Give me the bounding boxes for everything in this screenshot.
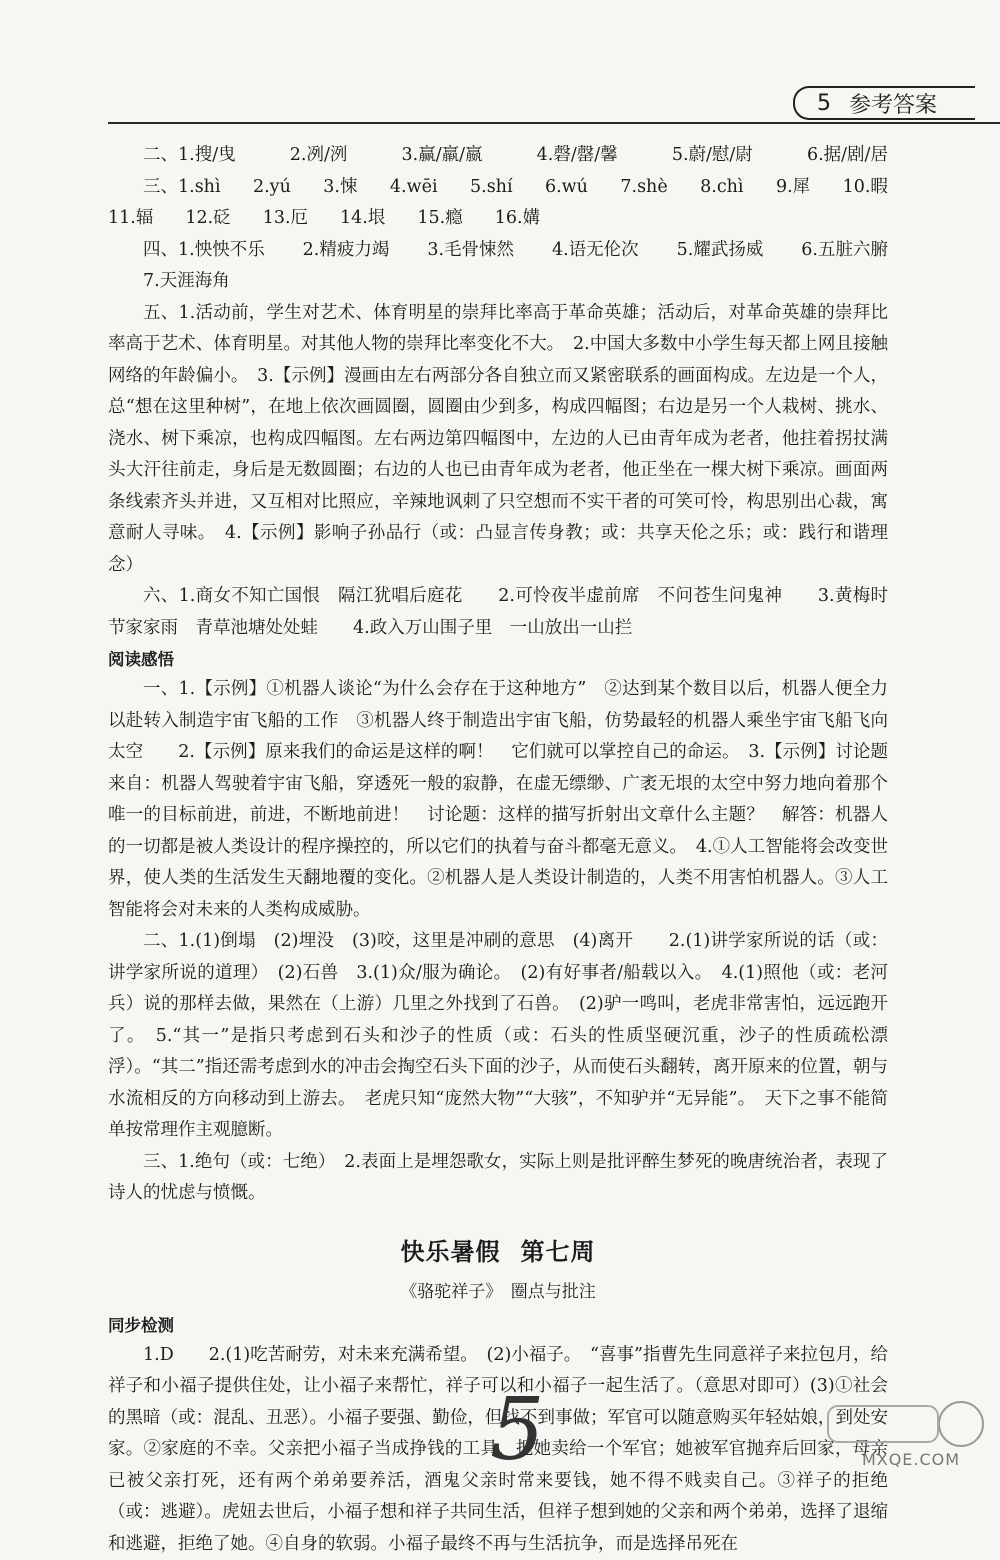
section2-item: 2.冽/洌 bbox=[290, 140, 348, 172]
section3-item: 14.垠 bbox=[340, 203, 385, 235]
section4-item: 5.耀武扬威 bbox=[677, 235, 764, 267]
section5-paragraph: 五、1.活动前，学生对艺术、体育明星的崇拜比率高于革命英雄；活动后，对革命英雄的崇拜比率高于艺术、体育明星。对其他人物的崇拜比率变化不大。 2.中国大多数中小学生每天都上网且接触网络的年龄偏小。 3.【示例】漫画由左右两部分各自独立而又紧密联系的画面构成。左边是一个人，总“想在这里种树”，在地上依次画圆圈，圆圈由少到多，构成四幅图；右边是另一个人栽树、挑水、浇水、树下乘凉，也构成四幅图。左右两边第四幅图中，左边的人已由青年成为老者，他拄着拐扙满头大汗往前走，身后是无数圆圈；右边的人也已由青年成为老者，他正坐在一棵大树下乘凉。画面两条线索齐头并进，又互相对比照应，辛辣地讽刺了只空想而不实干者的可笑可怜，构思别出心裁，寓意耐人寻味。 4.【示例】影响子孙品行（或：凸显言传身教；或：共享天伦之乐；或：践行和谐理念） bbox=[108, 298, 888, 582]
section2-item: 3.赢/羸/嬴 bbox=[402, 140, 483, 172]
reading3-paragraph: 三、1.绝句（或：七绝） 2.表面上是埋怨歌女，实际上则是批评醉生梦死的晚唐统治者，表现了诗人的忧虑与愤慨。 bbox=[108, 1147, 888, 1210]
watermark-logo bbox=[816, 1400, 996, 1470]
section-title: 参考答案 bbox=[849, 88, 937, 119]
reading-label: 阅读感悟 bbox=[108, 646, 888, 674]
section3-item: 2.yú bbox=[253, 172, 291, 204]
section4-item: 4.语无伦次 bbox=[552, 235, 639, 267]
section4-item: 四、1.怏怏不乐 bbox=[143, 235, 265, 267]
section3-row-2 bbox=[108, 203, 888, 235]
week-title bbox=[108, 1230, 888, 1274]
sync-paragraph: 1.D 2.(1)吃苦耐劳，对未来充满希望。 (2)小福子。 “喜事”指曹先生同意祥子来拉包月，给祥子和小福子提供住处，让小福子来帮忙，祥子可以和小福子一起生活了。（意思对即可）(3)①社会的黑暗（或：混乱、丑恶）。小福子要强、勤俭，但找不到事做；军官可以随意购买年轻姑娘，到处安家。②家庭的不幸。父亲把小福子当成挣钱的工具，把她卖给一个军官；她被军官抛弃后回家，母亲已被父亲打死，还有两个弟弟要养活，酒鬼父亲时常来要钱，她不得不贱卖自己。③祥子的拒绝（或：逃避）。虎妞去世后，小福子想和祥子共同生活，但祥子想到她的父亲和两个弟弟，选择了退缩和逃避，拒绝了她。④自身的软弱。小福子最终不再与生活抗争，而是选择吊死在 bbox=[108, 1340, 888, 1560]
section3-item: 4.wēi bbox=[390, 172, 438, 204]
section3-item: 13.厄 bbox=[263, 203, 308, 235]
section4-line-2: 7.天涯海角 bbox=[108, 266, 888, 298]
section-number: 5 bbox=[817, 91, 831, 116]
section3-item: 6.wú bbox=[545, 172, 588, 204]
section3-item: 12.砭 bbox=[185, 203, 230, 235]
section3-item: 5.shí bbox=[470, 172, 513, 204]
section2-item: 5.蔚/慰/尉 bbox=[672, 140, 753, 172]
section2-item: 6.据/剧/居 bbox=[807, 140, 888, 172]
section-header-tab bbox=[793, 86, 975, 120]
section4-item: 3.毛骨悚然 bbox=[427, 235, 514, 267]
lesson-title: 《骆驼祥子》 圈点与批注 bbox=[108, 1274, 888, 1310]
answer-content bbox=[108, 140, 888, 1560]
section3-row-1 bbox=[108, 172, 888, 204]
section6-paragraph: 六、1.商女不知亡国恨 隔江犹唱后庭花 2.可怜夜半虚前席 不问苍生问鬼神 3.黄梅时节家家雨 青草池塘处处蛙 4.政入万山围子里 一山放出一山拦 bbox=[108, 581, 888, 644]
reading2-paragraph: 二、1.(1)倒塌 (2)埋没 (3)咬，这里是冲刷的意思 (4)离开 2.(1)讲学家所说的话（或：讲学家所说的道理） (2)石兽 3.(1)众/服为确论。 (2)有好事者/船载以入。 4.(1)照他（或：老河兵）说的那样去做，果然在（上游）几里之外找到了石兽。 (2)驴一鸣叫，老虎非常害怕，远远跑开了。 5.“其一”是指只考虑到石头和沙子的性质（或：石头的性质坚硬沉重，沙子的性质疏松漂浮）。“其二”指还需考虑到水的冲击会掏空石头下面的沙子，从而使石头翻转，离开原来的位置，朝与水流相反的方向移动到上游去。 老虎只知“庞然大物”“大骇”，不知驴并“无异能”。 天下之事不能简单按常理作主观臆断。 bbox=[108, 926, 888, 1147]
section4-item: 6.五脏六腑 bbox=[801, 235, 888, 267]
page-number: 5 bbox=[490, 1380, 545, 1480]
section3-item: 10.暇 bbox=[843, 172, 888, 204]
watermark-text: MXQE.COM bbox=[826, 1450, 996, 1469]
section2-row bbox=[108, 140, 888, 172]
section4-item: 2.精疲力竭 bbox=[303, 235, 390, 267]
week-title-b: 第七周 bbox=[521, 1238, 596, 1266]
section3-item: 7.shè bbox=[620, 172, 667, 204]
section3-item: 8.chì bbox=[700, 172, 743, 204]
watermark-logo-icon bbox=[816, 1400, 996, 1450]
section3-item: 16.媾 bbox=[495, 203, 540, 235]
week-title-a: 快乐暑假 bbox=[401, 1238, 501, 1266]
section3-item: 三、1.shì bbox=[143, 172, 221, 204]
header-rule bbox=[108, 122, 1000, 124]
section3-item: 11.辐 bbox=[108, 203, 153, 235]
section2-item: 二、1.搜/曳 bbox=[143, 140, 236, 172]
section3-item: 15.瘾 bbox=[417, 203, 462, 235]
section4-row-1 bbox=[108, 235, 888, 267]
section3-item: 3.悚 bbox=[323, 172, 357, 204]
section2-item: 4.磬/罄/馨 bbox=[537, 140, 618, 172]
sync-label: 同步检测 bbox=[108, 1312, 888, 1340]
reading1-paragraph: 一、1.【示例】①机器人谈论“为什么会存在于这种地方” ②达到某个数目以后，机器人便全力以赴转入制造宇宙飞船的工作 ③机器人终于制造出宇宙飞船，仿势最轻的机器人乘坐宇宙飞船飞向太空 2.【示例】原来我们的命运是这样的啊！ 它们就可以掌控自己的命运。 3.【示例】讨论题来自：机器人驾驶着宇宙飞船，穿透死一般的寂静，在虚无缥缈、广袤无垠的太空中努力地向着那个唯一的目标前进，前进，不断地前进！ 讨论题：这样的描写折射出文章什么主题？ 解答：机器人的一切都是被人类设计的程序操控的，所以它们的执着与奋斗都毫无意义。 4.①人工智能将会改变世界，使人类的生活发生天翻地覆的变化。②机器人是人类设计制造的，人类不用害怕机器人。③人工智能将会对未来的人类构成威胁。 bbox=[108, 674, 888, 926]
section3-item: 9.犀 bbox=[776, 172, 810, 204]
